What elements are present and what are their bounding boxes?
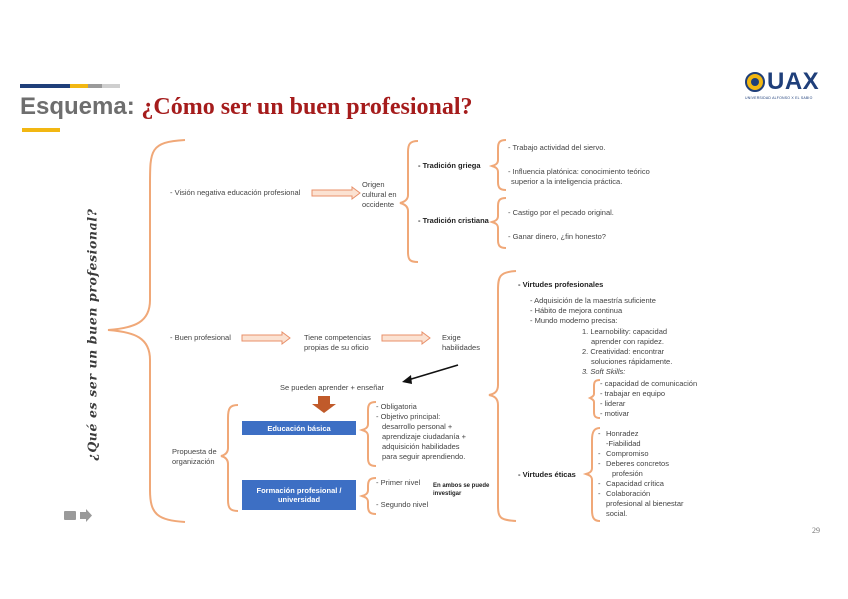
screen-icon (64, 511, 76, 520)
numbered-1a: 1. Learnobility: capacidad (582, 327, 668, 336)
competencias-line-2: propias de su oficio (304, 343, 369, 352)
buen-profesional-label: - Buen profesional (170, 333, 231, 342)
segundo-nivel-label: - Segundo nivel (376, 500, 429, 509)
cristiana-item-1: - Castigo por el pecado original. (508, 208, 614, 217)
logo-subtitle: UNIVERSIDAD ALFONSO X EL SABIO (745, 96, 813, 100)
ve-item-7: Colaboración (606, 489, 651, 498)
ve-item-1: Honradez (606, 429, 639, 438)
virtudes-eticas-label: - Virtudes éticas (518, 470, 576, 479)
virtudes-profesionales-label: - Virtudes profesionales (518, 280, 604, 289)
ve-item-6: Capacidad crítica (606, 479, 664, 488)
ve-dash-2: - (598, 449, 601, 458)
primer-nivel-label: - Primer nivel (376, 478, 421, 487)
arrow-buen-competencias (242, 332, 290, 344)
ambos-line-1: En ambos se puede (433, 483, 490, 489)
ve-dash-4: - (598, 479, 601, 488)
ve-item-2: -Fiabilidad (606, 439, 641, 448)
tradicion-cristiana-label: - Tradición cristiana (418, 216, 489, 225)
griega-item-2: - Influencia platónica: conocimiento teórico (508, 167, 650, 176)
origen-line-2: cultural en (362, 190, 397, 199)
basica-brace (362, 402, 376, 466)
origen-line-1: Origen (362, 180, 385, 189)
ethics-brace (586, 428, 600, 521)
brown-down-arrow (312, 396, 336, 413)
numbered-1b: aprender con rapidez. (591, 337, 664, 346)
ve-dash-3: - (598, 459, 601, 468)
numbered-2b: soluciones rápidamente. (591, 357, 673, 366)
tradicion-griega-label: - Tradición griega (418, 161, 481, 170)
basica-item-5: adquisición habilidades (382, 442, 460, 451)
griega-item-3: superior a la inteligencia práctica. (511, 177, 623, 186)
ambos-line-2: investigar (433, 491, 462, 497)
formacion-box (242, 480, 356, 510)
forward-arrow-icon (80, 509, 92, 522)
title-question: ¿Cómo ser un buen profesional? (141, 94, 473, 120)
vp-item-3: - Mundo moderno precisa: (530, 316, 618, 325)
black-arrow-head (402, 375, 412, 384)
numbered-3: 3. Soft Skills: (582, 367, 626, 376)
tradition-brace (400, 141, 418, 262)
cristiana-brace (492, 198, 506, 248)
ve-item-4: Deberes concretos (606, 459, 669, 468)
propuesta-line-2: organización (172, 457, 215, 466)
arrow-competencias-exige (382, 332, 430, 344)
basica-item-3: desarrollo personal + (382, 422, 453, 431)
arrow-vision-origen (312, 187, 360, 199)
soft-skill-4: - motivar (600, 409, 630, 418)
ve-item-3: Compromiso (606, 449, 649, 458)
soft-skill-2: - trabajar en equipo (600, 389, 666, 398)
origen-line-3: occidente (362, 200, 395, 209)
logo-text: UAX (767, 68, 820, 95)
numbered-2a: 2. Creatividad: encontrar (582, 347, 665, 356)
basica-item-2: - Objetivo principal: (376, 412, 441, 421)
title-lead: Esquema: (20, 93, 135, 120)
ve-dash-5: - (598, 489, 601, 498)
ve-item-9: social. (606, 509, 628, 518)
vertical-question-label: ¿Qué es ser un buen profesional? (84, 208, 100, 461)
soft-skill-3: - liderar (600, 399, 626, 408)
virtues-brace (489, 271, 516, 521)
black-arrow-line (408, 365, 458, 380)
formacion-brace (362, 478, 376, 514)
propuesta-line-1: Propuesta de (172, 447, 217, 456)
formacion-line-1: Formación profesional / (256, 486, 342, 495)
basica-item-1: - Obligatoria (376, 402, 417, 411)
soft-skill-1: - capacidad de comunicación (600, 379, 698, 388)
basica-item-4: aprendizaje ciudadanía + (382, 432, 467, 441)
ve-item-8: profesional al bienestar (606, 499, 684, 508)
cristiana-item-2: - Ganar dinero, ¿fin honesto? (508, 232, 606, 241)
vision-negativa-label: - Visión negativa educación profesional (170, 188, 301, 197)
ve-item-5: profesión (612, 469, 643, 478)
organization-brace (221, 405, 238, 511)
basica-item-6: para seguir aprendiendo. (382, 452, 466, 461)
ve-dash-1: - (598, 429, 601, 438)
exige-line-1: Exige (442, 333, 461, 342)
page-number: 29 (812, 526, 820, 535)
aprender-label: Se pueden aprender + enseñar (280, 383, 385, 392)
vp-item-1: - Adquisición de la maestría suficiente (530, 296, 656, 305)
softskills-brace (590, 380, 600, 418)
formacion-line-2: universidad (277, 495, 321, 504)
educacion-basica-box: Educación básica (242, 421, 356, 435)
exige-line-2: habilidades (442, 343, 480, 352)
vp-item-2: - Hábito de mejora continua (530, 306, 623, 315)
griega-brace (492, 140, 506, 190)
competencias-line-1: Tiene competencias (304, 333, 371, 342)
griega-item-1: - Trabajo actividad del siervo. (508, 143, 606, 152)
